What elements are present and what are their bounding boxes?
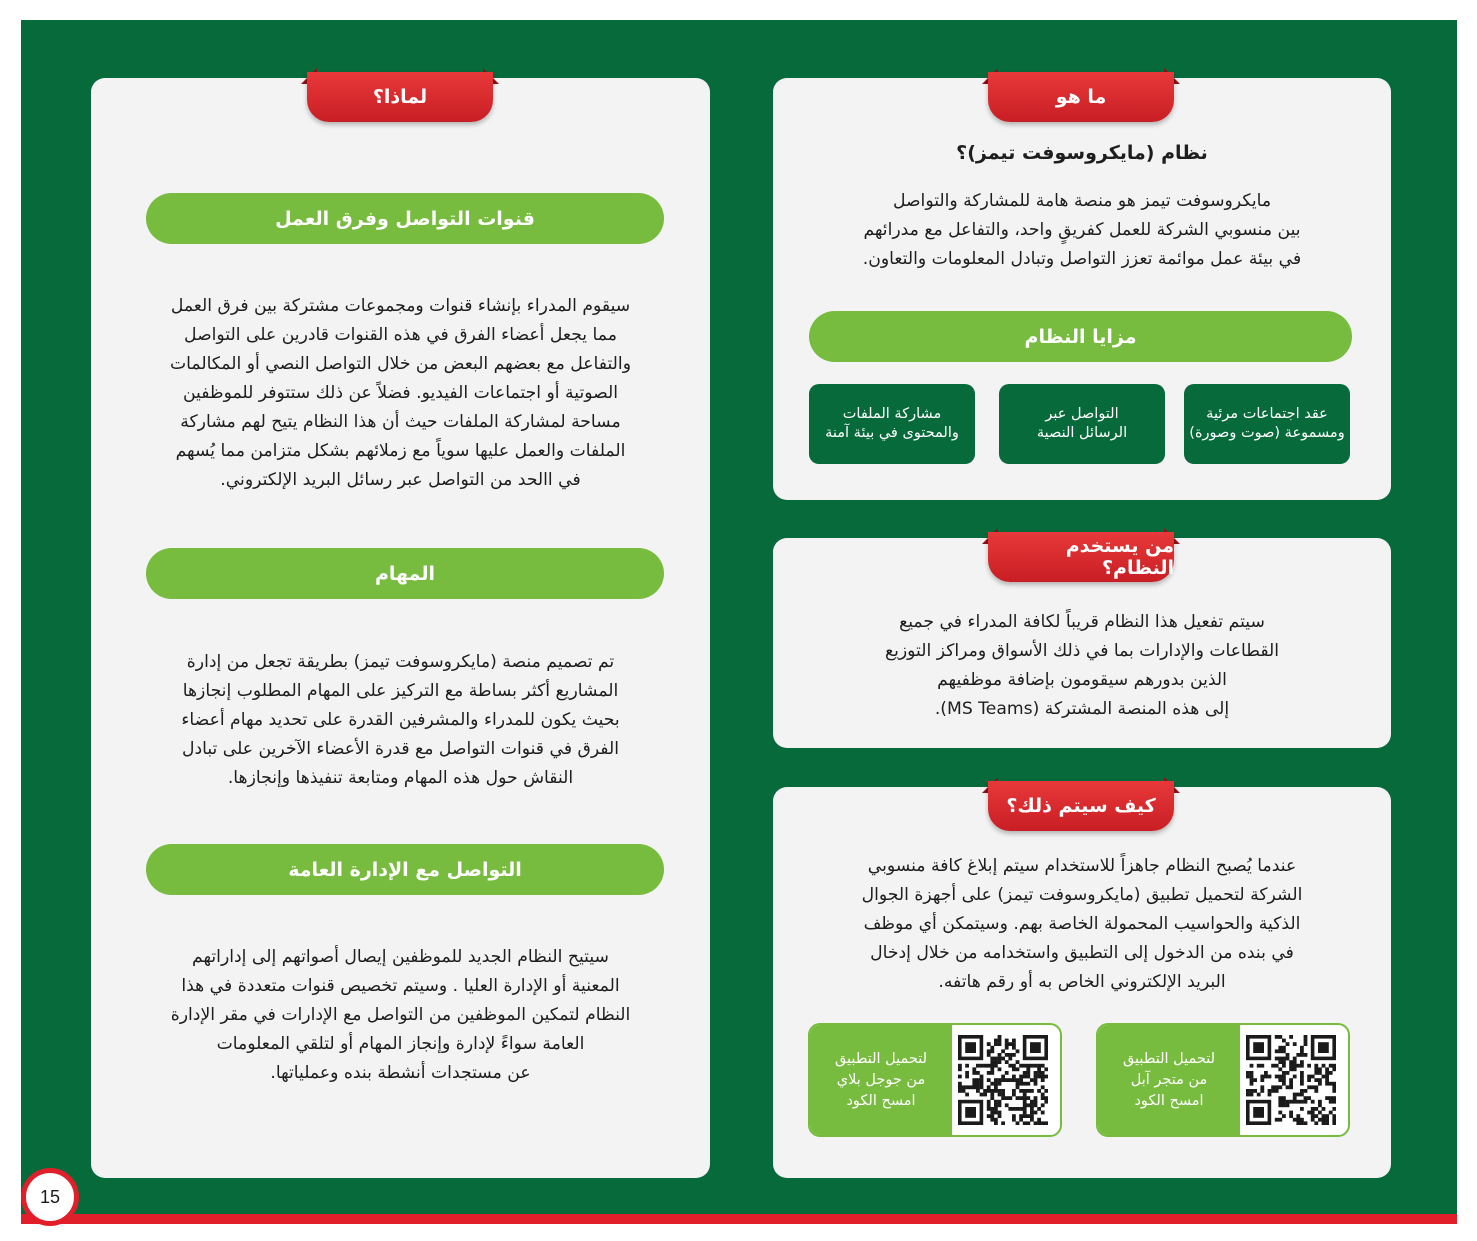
what-is-paragraph: مايكروسوفت تيمز هو منصة هامة للمشاركة والتواصل بين منسوبي الشركة للعمل كفريقٍ واحد، والتفاعل مع مدرائهم في بيئة عمل موائمة تعزز التواصل وتبادل المعلومات والتعاون. [862,191,1302,269]
channels-paragraph: سيقوم المدراء بإنشاء قنوات ومجموعات مشتركة بين فرق العمل مما يجعل أعضاء الفرق في هذه القنوات قادرين على التواصل والتفاعل مع بعضهم البعض من خلال التواصل النصي أو المكالمات الصوتية أو اجتماعات الفيديو. فضلاً عن ذلك ستتوفر للموظفين مساحة لمشاركة الملفات حيث أن هذا النظام يتيح لهم مشاركة الملفات والعمل عليها سوياً مع زملائهم بشكل متزامن مما يُسهم في االحد من التواصل عبر رسائل البريد الإلكتروني. [169,296,631,490]
qr-google-label: لتحميل التطبيق من جوجل بلاي امسح الكود [810,1025,952,1135]
feature-messaging: التواصل عبر الرسائل النصية [999,384,1165,464]
features-title: مزايا النظام [809,311,1352,362]
how-ribbon [988,781,1174,831]
how-ribbon-label: كيف سيتم ذلك؟ [1006,795,1156,817]
tasks-paragraph: تم تصميم منصة (مايكروسوفت تيمز) بطريقة تجعل من إدارة المشاريع أكثر بساطة مع التركيز على المهام المطلوب إنجازها بحيث يكون للمدراء والمشرفين القدرة على تحديد مهام أعضاء الفرق في قنوات التواصل مع قدرة الأعضاء الآخرين على تبادل النقاش حول هذه المهام ومتابعة تنفيذها وإنجازها. [181,652,620,788]
how-paragraph: عندما يُصبح النظام جاهزاً للاستخدام سيتم إبلاغ كافة منسوبي الشركة لتحميل تطبيق (مايكروسوفت تيمز) على أجهزة الجوال الذكية والحواسيب المحمولة الخاصة بهم. وسيتمكن أي موظف في بنده من الدخول إلى التطبيق واستخدامه من خلال إدخال البريد الإلكتروني الخاص به أو رقم هاتفه. [861,856,1303,992]
management-paragraph: سيتيح النظام الجديد للموظفين إيصال أصواتهم إلى إداراتهم المعنية أو الإدارة العليا . وسيتم تخصيص قنوات متعددة في هذا النظام لتمكين الموظفين من التواصل مع الإدارات في مقر الإدارة العامة سواءً لإدارة وإنجاز المهام أو لتلقي المعلومات عن مستجدات أنشطة بنده وعملياتها. [170,947,631,1083]
qr-google-card[interactable] [808,1023,1062,1137]
what-is-ribbon [988,72,1174,122]
feature-meetings: عقد اجتماعات مرئية ومسموعة (صوت وصورة) [1184,384,1350,464]
section-title-tasks: المهام [146,548,664,599]
what-is-ribbon-label: ما هو [1055,86,1107,108]
qr-code-icon[interactable] [958,1035,1048,1125]
who-uses-ribbon [988,532,1174,582]
what-is-subtitle: نظام (مايكروسوفت تيمز)؟ [956,142,1208,164]
qr-code-icon[interactable] [1246,1035,1336,1125]
feature-file-sharing: مشاركة الملفات والمحتوى في بيئة آمنة [809,384,975,464]
page-number: 15 [21,1168,79,1226]
who-uses-ribbon-label: من يستخدم النظام؟ [1065,535,1174,579]
qr-apple-card[interactable] [1096,1023,1350,1137]
section-title-channels: قنوات التواصل وفرق العمل [146,193,664,244]
bottom-red-bar [21,1214,1457,1224]
section-title-management: التواصل مع الإدارة العامة [146,844,664,895]
why-ribbon [307,72,493,122]
why-ribbon-label: لماذا؟ [372,86,428,108]
qr-apple-label: لتحميل التطبيق من متجر آبل امسح الكود [1098,1025,1240,1135]
who-uses-paragraph: سيتم تفعيل هذا النظام قريباً لكافة المدراء في جميع القطاعات والإدارات بما في ذلك الأسواق ومراكز التوزيع الذين بدورهم سيقومون بإضافة موظفيهم إلى هذه المنصة المشتركة (MS Teams). [884,612,1280,719]
